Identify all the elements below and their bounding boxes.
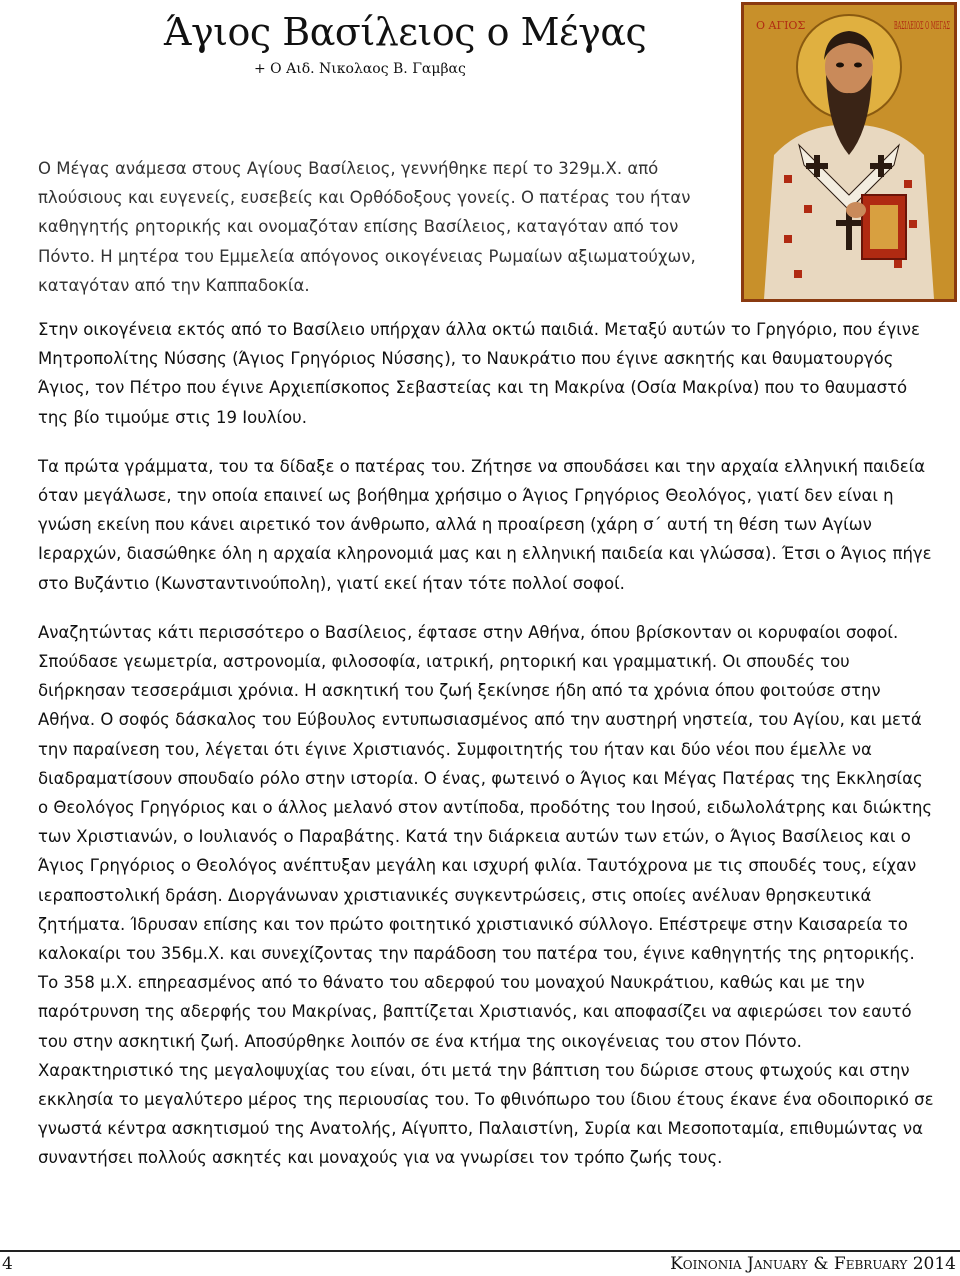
icon-inscription-right: ΒΑΣΙΛΕΙΟΣ Ο ΜΕΓΑΣ — [894, 19, 951, 32]
footer-divider — [0, 1250, 960, 1252]
publication-title: Koinonia January & February 2014 — [670, 1254, 956, 1274]
icon-inscription-left: Ο ΑΓΙΟΣ — [756, 19, 806, 32]
article-title: Άγιος Βασίλειος ο Μέγας — [164, 10, 647, 54]
paragraph-family: Στην οικογένεια εκτός από το Βασίλειο υπήρχαν άλλα οκτώ παιδιά. Μεταξύ αυτών το Γρηγόριο, που έγινε Μητροπολίτης Νύσσης (Άγιος Γρηγόριος Νύσσης), το Ναυκράτιο που έγινε ασκητής και θαυματουργός Άγιος, τον Πέτρο που έγινε Αρχιεπίσκοπος Σεβαστείας και τη Μακρίνα (Οσία Μακρίνα) που το θαυμαστό της βίο τιμούμε στις 19 Ιουλίου. — [38, 320, 920, 427]
page-number: 4 — [2, 1254, 13, 1274]
paragraph-education: Τα πρώτα γράμματα, του τα δίδαξε ο πατέρας του. Ζήτησε να σπουδάσει και την αρχαία ελληνική παιδεία όταν μεγάλωσε, την οποία επαινεί ως βοήθημα χρήσιμο ο Άγιος Γρηγόριος Θεολόγος, γιατί δεν είναι η γνώση εκείνη που κάνει αιρετικό τον άνθρωπο, αλλά η προαίρεση (χάρη σ΄ αυτή τη θέση των Αγίων Ιεραρχών, διασώθηκε όλη η αρχαία κληρονομιά μας και η ελληνική παιδεία και γλώσσα). Έτσι ο Άγιος πήγε στο Βυζάντιο (Κωνσταντινούπολη), γιατί εκεί ήταν τότε πολλοί σοφοί. — [38, 456, 932, 593]
paragraph-athens: Αναζητώντας κάτι περισσότερο ο Βασίλειος, έφτασε στην Αθήνα, όπου βρίσκονταν οι κορυφαίοι σοφοί. Σπούδασε γεωμετρία, αστρονομία, φιλοσοφία, ιατρική, ρητορική και γραμματική. Οι σπουδές του διήρκησαν τεσσεράμισι χρόνια. Η ασκητική του ζωή ξεκίνησε ήδη από τα χρόνια όπου φοιτούσε στην Αθήνα. Ο σοφός δάσκαλος του Εύβουλος εντυπωσιασμένος από την αυστηρή νηστεία, του Αγίου, και μετά την παραίνεση του, λέγεται ότι έγινε Χριστιανός. Συμφοιτητής του ήταν και δύο νέοι που έμελλε να διαδραματίσουν σπουδαίο ρόλο στην ιστορία. Ο ένας, φωτεινό ο Άγιος και Μέγας Πατέρας της Εκκλησίας ο Θεολόγος Γρηγόριος και ο άλλος μελανό στον αντίποδα, προδότης του Ιησού, ειδωλολάτρης και διώκτης των Χριστιανών, ο Ιουλιανός ο Παραβάτης. Κατά την διάρκεια αυτών των ετών, ο Άγιος Βασίλειος και ο Άγιος Γρηγόριος ο Θεολόγος ανέπτυξαν μεγάλη και ισχυρή φιλία. Ταυτόχρονα με τις σπουδές τους, είχαν ιεραποστολική δράση. Διοργάνωναν χριστιανικές συγκεντρώσεις, στις οποίες ανέλυαν θρησκευτικά ζητήματα. Ίδρυσαν επίσης και τον πρώτο φοιτητικό χριστιανικό σύλλογο. Επέστρεψε στην Καισαρεία το καλοκαίρι του 356μ.Χ. και συνεχίζοντας την παράδοση του πατέρα του, έγινε καθηγητής της ρητορικής. Το 358 μ.Χ. επηρεασμένος από το θάνατο του αδερφού του μοναχού Ναυκράτιου, καθώς και με την παρότρυνση της αδερφής του Μακρίνας, βαπτίζεται Χριστιανός, και αποφασίζει να αφιερώσει τον εαυτό του στην ασκητική ζωή. Αποσύρθηκε λοιπόν σε ένα κτήμα της οικογένειας του στον Πόντο. Χαρακτηριστικό της μεγαλοψυχίας του είναι, ότι μετά την βάπτιση του δώρισε στους φτωχούς και στην εκκλησία το μεγαλύτερο μέρος της περιουσίας του. Το φθινόπωρο του ίδιου έτους έκανε ένα οδοιπορικό σε γνωστά κέντρα ασκητισμού της Ανατολής, Αίγυπτο, Παλαιστίνη, Συρία και Μεσοποταμία, επιθυμώντας να συναντήσει πολλούς ασκητές και μοναχούς για να γνωρίσει τον τρόπο ζωής τους. — [38, 622, 934, 1168]
author-byline: + Ο Αιδ. Νικολαος Β. Γαμβας — [254, 61, 466, 77]
article-body — [38, 315, 938, 1193]
saint-basil-icon — [741, 2, 957, 302]
intro-paragraph: Ο Μέγας ανάμεσα στους Αγίους Βασίλειος, γεννήθηκε περί το 329μ.Χ. από πλούσιους και ευγενείς, ευσεβείς και Ορθόδοξους γονείς. Ο πατέρας του ήταν καθηγητής ρητορικής και ονομαζόταν επίσης Βασίλειος, καταγόταν από τον Πόντο. Η μητέρα του Εμμελεία απόγονος οικογένειας Ρωμαίων αξιωματούχων, καταγόταν από την Καππαδοκία. — [38, 159, 696, 295]
